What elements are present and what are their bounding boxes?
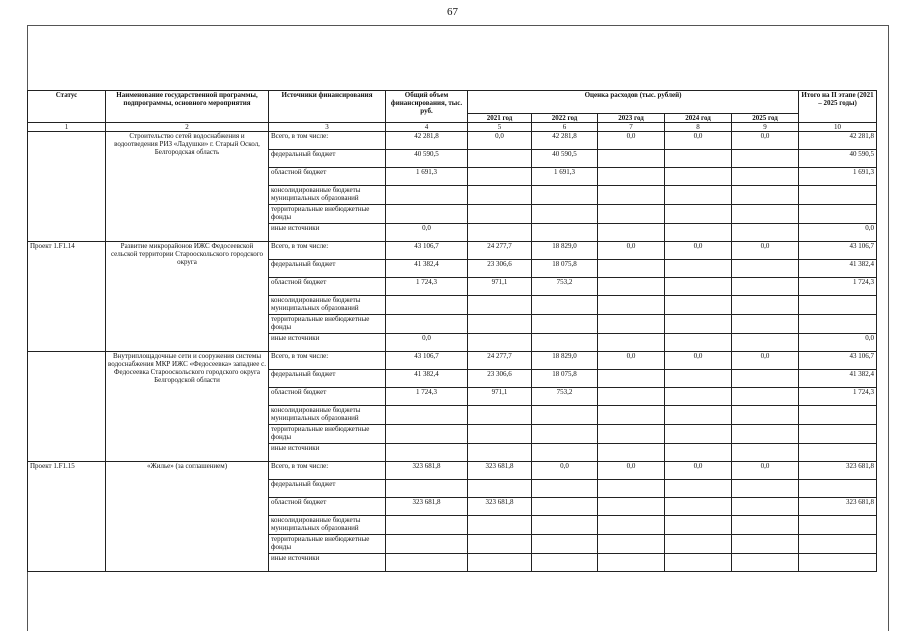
funding-source: федеральный бюджет bbox=[269, 260, 386, 278]
total-value: 0,0 bbox=[386, 224, 468, 242]
year-2022-value bbox=[532, 334, 598, 352]
year-2025-value bbox=[732, 425, 799, 444]
year-2021-value bbox=[468, 296, 532, 315]
column-number: 9 bbox=[732, 123, 799, 132]
total-value bbox=[386, 444, 468, 462]
year-2023-value bbox=[598, 498, 665, 516]
year-2022-value bbox=[532, 186, 598, 205]
year-2021-value bbox=[468, 315, 532, 334]
year-2022-value bbox=[532, 205, 598, 224]
year-2021-value bbox=[468, 150, 532, 168]
funding-source: консолидированные бюджеты муниципальных образований bbox=[269, 406, 386, 425]
year-2023-value bbox=[598, 444, 665, 462]
year-2024-value bbox=[665, 186, 732, 205]
funding-source: иные источники bbox=[269, 444, 386, 462]
header-year: 2022 год bbox=[532, 114, 598, 123]
year-2022-value: 753,2 bbox=[532, 278, 598, 296]
stage-total-value: 43 106,7 bbox=[799, 352, 877, 370]
year-2025-value bbox=[732, 296, 799, 315]
total-value bbox=[386, 535, 468, 554]
year-2022-value bbox=[532, 425, 598, 444]
stage-total-value bbox=[799, 480, 877, 498]
year-2021-value bbox=[468, 425, 532, 444]
year-2021-value bbox=[468, 535, 532, 554]
year-2024-value: 0,0 bbox=[665, 132, 732, 150]
funding-source: федеральный бюджет bbox=[269, 370, 386, 388]
column-number: 6 bbox=[532, 123, 598, 132]
stage-total-value: 41 382,4 bbox=[799, 370, 877, 388]
year-2021-value: 24 277,7 bbox=[468, 242, 532, 260]
year-2024-value bbox=[665, 370, 732, 388]
year-2023-value bbox=[598, 535, 665, 554]
year-2025-value bbox=[732, 480, 799, 498]
year-2023-value bbox=[598, 425, 665, 444]
year-2024-value bbox=[665, 296, 732, 315]
year-2025-value bbox=[732, 388, 799, 406]
program-name-cell: «Жилье» (за соглашением) bbox=[106, 462, 269, 572]
year-2022-value: 18 829,0 bbox=[532, 242, 598, 260]
year-2025-value bbox=[732, 315, 799, 334]
year-2021-value: 24 277,7 bbox=[468, 352, 532, 370]
header-year: 2023 год bbox=[598, 114, 665, 123]
year-2025-value bbox=[732, 168, 799, 186]
total-value: 1 724,3 bbox=[386, 388, 468, 406]
funding-source: Всего, в том числе: bbox=[269, 132, 386, 150]
total-value bbox=[386, 205, 468, 224]
header-stage-total: Итого на II этапе (2021 – 2025 годы) bbox=[799, 91, 877, 123]
stage-total-value: 1 691,3 bbox=[799, 168, 877, 186]
year-2022-value bbox=[532, 296, 598, 315]
funding-source: Всего, в том числе: bbox=[269, 462, 386, 480]
year-2021-value: 323 681,8 bbox=[468, 462, 532, 480]
year-2021-value: 971,1 bbox=[468, 278, 532, 296]
year-2023-value bbox=[598, 480, 665, 498]
column-number: 8 bbox=[665, 123, 732, 132]
stage-total-value: 40 590,5 bbox=[799, 150, 877, 168]
year-2023-value bbox=[598, 406, 665, 425]
total-value bbox=[386, 406, 468, 425]
year-2022-value bbox=[532, 480, 598, 498]
program-name-cell: Строительство сетей водоснабжения и водоотведения РИЗ «Ладушки» г. Старый Оскол, Белгородская область bbox=[106, 132, 269, 242]
year-2021-value: 23 306,6 bbox=[468, 260, 532, 278]
total-value: 41 382,4 bbox=[386, 260, 468, 278]
year-2022-value bbox=[532, 535, 598, 554]
column-numbers-row bbox=[28, 123, 877, 132]
year-2023-value bbox=[598, 370, 665, 388]
column-number: 4 bbox=[386, 123, 468, 132]
funding-source: Всего, в том числе: bbox=[269, 352, 386, 370]
year-2021-value bbox=[468, 186, 532, 205]
year-2023-value bbox=[598, 554, 665, 572]
funding-source: территориальные внебюджетные фонды bbox=[269, 315, 386, 334]
year-2025-value bbox=[732, 370, 799, 388]
year-2024-value: 0,0 bbox=[665, 352, 732, 370]
stage-total-value: 42 281,8 bbox=[799, 132, 877, 150]
table-row bbox=[28, 242, 877, 260]
stage-total-value bbox=[799, 554, 877, 572]
year-2024-value: 0,0 bbox=[665, 462, 732, 480]
table-row bbox=[28, 352, 877, 370]
funding-source: областной бюджет bbox=[269, 278, 386, 296]
total-value: 1 691,3 bbox=[386, 168, 468, 186]
stage-total-value: 41 382,4 bbox=[799, 260, 877, 278]
year-2023-value bbox=[598, 205, 665, 224]
column-number: 2 bbox=[106, 123, 269, 132]
year-2025-value bbox=[732, 554, 799, 572]
year-2023-value bbox=[598, 315, 665, 334]
year-2024-value bbox=[665, 516, 732, 535]
year-2025-value bbox=[732, 186, 799, 205]
column-number: 1 bbox=[28, 123, 106, 132]
funding-source: консолидированные бюджеты муниципальных образований bbox=[269, 516, 386, 535]
stage-total-value bbox=[799, 535, 877, 554]
year-2024-value bbox=[665, 168, 732, 186]
total-value bbox=[386, 425, 468, 444]
funding-source: иные источники bbox=[269, 554, 386, 572]
table-body bbox=[28, 132, 877, 572]
stage-total-value bbox=[799, 205, 877, 224]
year-2022-value: 18 075,8 bbox=[532, 260, 598, 278]
year-2025-value bbox=[732, 535, 799, 554]
year-2021-value bbox=[468, 224, 532, 242]
funding-source: иные источники bbox=[269, 224, 386, 242]
stage-total-value: 0,0 bbox=[799, 334, 877, 352]
year-2021-value: 323 681,8 bbox=[468, 498, 532, 516]
funding-source: консолидированные бюджеты муниципальных образований bbox=[269, 186, 386, 205]
year-2025-value bbox=[732, 334, 799, 352]
year-2021-value: 0,0 bbox=[468, 132, 532, 150]
stage-total-value: 1 724,3 bbox=[799, 278, 877, 296]
year-2022-value: 42 281,8 bbox=[532, 132, 598, 150]
year-2025-value bbox=[732, 224, 799, 242]
page-number: 67 bbox=[447, 6, 458, 18]
total-value bbox=[386, 480, 468, 498]
year-2025-value bbox=[732, 278, 799, 296]
column-number: 7 bbox=[598, 123, 665, 132]
year-2023-value bbox=[598, 278, 665, 296]
header-year: 2025 год bbox=[732, 114, 799, 123]
year-2024-value bbox=[665, 535, 732, 554]
year-2023-value bbox=[598, 388, 665, 406]
year-2022-value bbox=[532, 444, 598, 462]
year-2021-value bbox=[468, 516, 532, 535]
year-2022-value: 1 691,3 bbox=[532, 168, 598, 186]
program-name-cell: Внутриплощадочные сети и сооружения системы водоснабжения МКР ИЖС «Федосеевка» западнее с. Федосеевка Старооскольского городского округа Белгородской области bbox=[106, 352, 269, 462]
year-2021-value bbox=[468, 554, 532, 572]
total-value bbox=[386, 315, 468, 334]
year-2021-value bbox=[468, 168, 532, 186]
year-2023-value bbox=[598, 260, 665, 278]
year-2024-value bbox=[665, 388, 732, 406]
table-row bbox=[28, 132, 877, 150]
funding-source: Всего, в том числе: bbox=[269, 242, 386, 260]
header-name: Наименование государственной программы, подпрограммы, основного мероприятия bbox=[106, 91, 269, 123]
total-value bbox=[386, 554, 468, 572]
year-2025-value: 0,0 bbox=[732, 352, 799, 370]
funding-source: консолидированные бюджеты муниципальных образований bbox=[269, 296, 386, 315]
table-row bbox=[28, 462, 877, 480]
year-2024-value bbox=[665, 224, 732, 242]
stage-total-value: 1 724,3 bbox=[799, 388, 877, 406]
year-2024-value bbox=[665, 205, 732, 224]
stage-total-value bbox=[799, 425, 877, 444]
funding-source: иные источники bbox=[269, 334, 386, 352]
status-cell: Проект 1.F1.14 bbox=[28, 242, 106, 352]
year-2023-value: 0,0 bbox=[598, 462, 665, 480]
header-year: 2021 год bbox=[468, 114, 532, 123]
header-sources: Источники финансирования bbox=[269, 91, 386, 123]
year-2023-value: 0,0 bbox=[598, 242, 665, 260]
year-2023-value bbox=[598, 296, 665, 315]
stage-total-value: 323 681,8 bbox=[799, 498, 877, 516]
year-2025-value bbox=[732, 498, 799, 516]
stage-total-value bbox=[799, 406, 877, 425]
stage-total-value bbox=[799, 186, 877, 205]
year-2024-value bbox=[665, 315, 732, 334]
column-number: 5 bbox=[468, 123, 532, 132]
total-value: 43 106,7 bbox=[386, 242, 468, 260]
funding-source: областной бюджет bbox=[269, 498, 386, 516]
year-2025-value bbox=[732, 516, 799, 535]
year-2025-value bbox=[732, 150, 799, 168]
budget-table bbox=[27, 90, 877, 572]
year-2022-value: 18 829,0 bbox=[532, 352, 598, 370]
year-2024-value: 0,0 bbox=[665, 242, 732, 260]
status-cell bbox=[28, 132, 106, 242]
total-value: 40 590,5 bbox=[386, 150, 468, 168]
year-2022-value: 18 075,8 bbox=[532, 370, 598, 388]
year-2021-value bbox=[468, 444, 532, 462]
total-value bbox=[386, 516, 468, 535]
header-year: 2024 год bbox=[665, 114, 732, 123]
stage-total-value: 43 106,7 bbox=[799, 242, 877, 260]
funding-source: федеральный бюджет bbox=[269, 150, 386, 168]
year-2022-value bbox=[532, 554, 598, 572]
year-2024-value bbox=[665, 444, 732, 462]
year-2023-value bbox=[598, 516, 665, 535]
year-2022-value bbox=[532, 224, 598, 242]
header-status: Статус bbox=[28, 91, 106, 123]
year-2025-value bbox=[732, 444, 799, 462]
year-2025-value bbox=[732, 205, 799, 224]
year-2025-value: 0,0 bbox=[732, 462, 799, 480]
total-value: 1 724,3 bbox=[386, 278, 468, 296]
year-2023-value bbox=[598, 150, 665, 168]
year-2021-value bbox=[468, 406, 532, 425]
year-2023-value bbox=[598, 168, 665, 186]
total-value bbox=[386, 186, 468, 205]
year-2021-value bbox=[468, 334, 532, 352]
year-2023-value bbox=[598, 186, 665, 205]
year-2022-value bbox=[532, 498, 598, 516]
stage-total-value bbox=[799, 296, 877, 315]
stage-total-value bbox=[799, 444, 877, 462]
funding-source: областной бюджет bbox=[269, 388, 386, 406]
funding-source: территориальные внебюджетные фонды bbox=[269, 425, 386, 444]
total-value: 43 106,7 bbox=[386, 352, 468, 370]
year-2024-value bbox=[665, 406, 732, 425]
status-cell: Проект 1.F1.15 bbox=[28, 462, 106, 572]
funding-source: территориальные внебюджетные фонды bbox=[269, 535, 386, 554]
year-2024-value bbox=[665, 278, 732, 296]
year-2021-value bbox=[468, 205, 532, 224]
year-2023-value: 0,0 bbox=[598, 352, 665, 370]
column-number: 10 bbox=[799, 123, 877, 132]
year-2024-value bbox=[665, 425, 732, 444]
total-value: 42 281,8 bbox=[386, 132, 468, 150]
funding-source: федеральный бюджет bbox=[269, 480, 386, 498]
year-2022-value bbox=[532, 516, 598, 535]
total-value: 323 681,8 bbox=[386, 498, 468, 516]
stage-total-value bbox=[799, 315, 877, 334]
year-2022-value bbox=[532, 406, 598, 425]
header-estimate: Оценка расходов (тыс. рублей) bbox=[468, 91, 799, 114]
funding-source: территориальные внебюджетные фонды bbox=[269, 205, 386, 224]
year-2024-value bbox=[665, 334, 732, 352]
total-value: 323 681,8 bbox=[386, 462, 468, 480]
status-cell bbox=[28, 352, 106, 462]
year-2022-value bbox=[532, 315, 598, 334]
year-2022-value: 753,2 bbox=[532, 388, 598, 406]
year-2025-value bbox=[732, 260, 799, 278]
year-2024-value bbox=[665, 554, 732, 572]
year-2024-value bbox=[665, 480, 732, 498]
year-2023-value: 0,0 bbox=[598, 132, 665, 150]
year-2025-value: 0,0 bbox=[732, 132, 799, 150]
year-2023-value bbox=[598, 224, 665, 242]
year-2024-value bbox=[665, 150, 732, 168]
stage-total-value: 0,0 bbox=[799, 224, 877, 242]
stage-total-value bbox=[799, 516, 877, 535]
header-total: Общий объем финансирования, тыс. руб. bbox=[386, 91, 468, 123]
year-2021-value: 23 306,6 bbox=[468, 370, 532, 388]
total-value: 0,0 bbox=[386, 334, 468, 352]
funding-source: областной бюджет bbox=[269, 168, 386, 186]
year-2021-value bbox=[468, 480, 532, 498]
year-2021-value: 971,1 bbox=[468, 388, 532, 406]
year-2023-value bbox=[598, 334, 665, 352]
year-2025-value bbox=[732, 406, 799, 425]
year-2024-value bbox=[665, 498, 732, 516]
total-value bbox=[386, 296, 468, 315]
column-number: 3 bbox=[269, 123, 386, 132]
year-2025-value: 0,0 bbox=[732, 242, 799, 260]
program-name-cell: Развитие микрорайонов ИЖС Федосеевской сельской территории Старооскольского городского округа bbox=[106, 242, 269, 352]
year-2024-value bbox=[665, 260, 732, 278]
year-2022-value: 40 590,5 bbox=[532, 150, 598, 168]
total-value: 41 382,4 bbox=[386, 370, 468, 388]
year-2022-value: 0,0 bbox=[532, 462, 598, 480]
stage-total-value: 323 681,8 bbox=[799, 462, 877, 480]
